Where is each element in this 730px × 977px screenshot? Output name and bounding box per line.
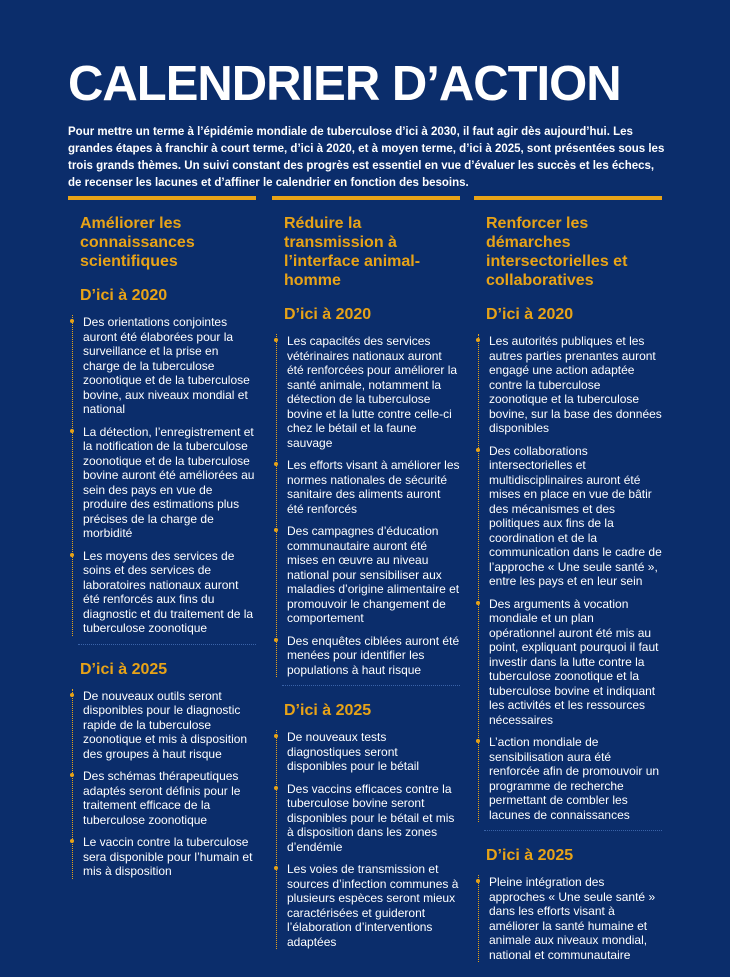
column-theme: Réduire la transmission à l’interface animal-homme [284, 215, 421, 289]
bullet-dot-icon [70, 429, 74, 433]
period-heading-2025: D’ici à 2025 [486, 847, 574, 864]
bullet-dot-icon [476, 601, 480, 605]
period-heading-2020: D’ici à 2020 [80, 287, 168, 304]
list-item: Les voies de transmission et sources d’infection communes à plusieurs espèces seront mieux caractérisées et guideront l’élaboration d’interventions adaptées [277, 862, 460, 949]
divider [484, 830, 662, 831]
divider [282, 685, 460, 686]
period-heading-2025: D’ici à 2025 [284, 702, 372, 719]
period-heading-2020: D’ici à 2020 [486, 306, 574, 323]
milestone-list-2020 [276, 334, 460, 677]
bullet-dot-icon [70, 839, 74, 843]
bullet-dot-icon [70, 773, 74, 777]
bullet-dot-icon [476, 448, 480, 452]
milestone-list-2020 [72, 315, 256, 636]
column-theme: Renforcer les démarches intersectorielles et collaboratives [486, 215, 628, 289]
list-item: Des enquêtes ciblées auront été menées pour identifier les populations à haut risque [277, 634, 460, 678]
column-scientific-knowledge [68, 196, 256, 887]
page-title: CALENDRIER D’ACTION [68, 57, 621, 111]
bullet-dot-icon [70, 553, 74, 557]
milestone-list-2020 [478, 334, 662, 822]
bullet-dot-icon [274, 338, 278, 342]
list-item: Des collaborations intersectorielles et multidisciplinaires auront été mises en place en vue de bâtir des mécanismes et des politiques aux fins de la coordination et de la communication dans le cadre de l’approche « Une seule santé », entre les pays et en leur sein [479, 444, 662, 589]
list-item: L’action mondiale de sensibilisation aura été renforcée afin de promouvoir un programme de recherche permettant de combler les lacunes de connaissances [479, 735, 662, 822]
bullet-dot-icon [70, 319, 74, 323]
bullet-dot-icon [274, 866, 278, 870]
list-item: Des vaccins efficaces contre la tuberculose bovine seront disponibles pour le bétail et mis à disposition dans les zones d’endémie [277, 782, 460, 855]
list-item: Les autorités publiques et les autres parties prenantes auront engagé une action adaptée contre la tuberculose zoonotique et la tuberculose bovine, sur la base des données disponibles [479, 334, 662, 436]
milestone-list-2025 [72, 689, 256, 879]
milestone-list-2025 [478, 875, 662, 962]
list-item: Les capacités des services vétérinaires nationaux auront été renforcées pour améliorer la santé animale, notamment la détection de la tuberculose bovine et la lutte contre celle-ci chez le bétail et la faune sauvage [277, 334, 460, 450]
list-item: Les efforts visant à améliorer les normes nationales de sécurité sanitaire des aliments auront été renforcés [277, 458, 460, 516]
list-item: Des schémas thérapeutiques adaptés seront définis pour le traitement efficace de la tuberculose zoonotique [73, 769, 256, 827]
list-item: De nouveaux outils seront disponibles pour le diagnostic rapide de la tuberculose zoonotique et mis à disposition des groupes à haut risque [73, 689, 256, 762]
bullet-dot-icon [274, 734, 278, 738]
bullet-dot-icon [70, 693, 74, 697]
bullet-dot-icon [274, 786, 278, 790]
list-item: De nouveaux tests diagnostiques seront disponibles pour le bétail [277, 730, 460, 774]
milestone-list-2025 [276, 730, 460, 949]
bullet-dot-icon [274, 638, 278, 642]
list-item: Des campagnes d’éducation communautaire auront été mises en œuvre au niveau national pour sensibiliser aux maladies d’origine alimentaire et promouvoir le changement de comportement [277, 524, 460, 626]
bullet-dot-icon [274, 462, 278, 466]
intro-paragraph: Pour mettre un terme à l’épidémie mondiale de tuberculose d’ici à 2030, il faut agir dès aujourd’hui. Les grandes étapes à franchir à court terme, d’ici à 2020, et à moyen terme, d’ici à 2025, sont présentées sous les trois grands thèmes. Un suivi constant des progrès est essentiel en vue d’évaluer les succès et les échecs, de recenser les lacunes et d’affiner le calendrier en fonction des besoins. [68, 126, 665, 189]
bullet-dot-icon [476, 879, 480, 883]
bullet-dot-icon [274, 528, 278, 532]
bullet-dot-icon [476, 739, 480, 743]
list-item: Pleine intégration des approches « Une seule santé » dans les efforts visant à améliorer la santé humaine et animale aux niveaux mondial, national et communautaire [479, 875, 662, 962]
bullet-dot-icon [476, 338, 480, 342]
list-item: Des arguments à vocation mondiale et un plan opérationnel auront été mis au point, expliquant pourquoi il faut investir dans la lutte contre la tuberculose zoonotique et la tuberculose bovine et indiquant les activités et les ressources nécessaires [479, 597, 662, 728]
list-item: La détection, l’enregistrement et la notification de la tuberculose zoonotique et de la tuberculose bovine auront été améliorées au sein des pays en vue de produire des estimations plus précises de la charge de morbidité [73, 425, 256, 541]
column-theme: Améliorer les connaissances scientifiques [80, 215, 195, 270]
list-item: Les moyens des services de soins et des services de laboratoires nationaux auront été renforcés aux fins du diagnostic et du traitement de la tuberculose zoonotique [73, 549, 256, 636]
period-heading-2020: D’ici à 2020 [284, 306, 372, 323]
list-item: Le vaccin contre la tuberculose sera disponible pour l’humain et mis à disposition [73, 835, 256, 879]
period-heading-2025: D’ici à 2025 [80, 660, 168, 678]
list-item: Des orientations conjointes auront été élaborées pour la surveillance et la prise en charge de la tuberculose zoonotique et de la tuberculose bovine, aux niveaux mondial et national [73, 315, 256, 417]
column-reduce-transmission [272, 196, 460, 957]
divider [78, 644, 256, 645]
column-intersectoral [474, 196, 662, 970]
